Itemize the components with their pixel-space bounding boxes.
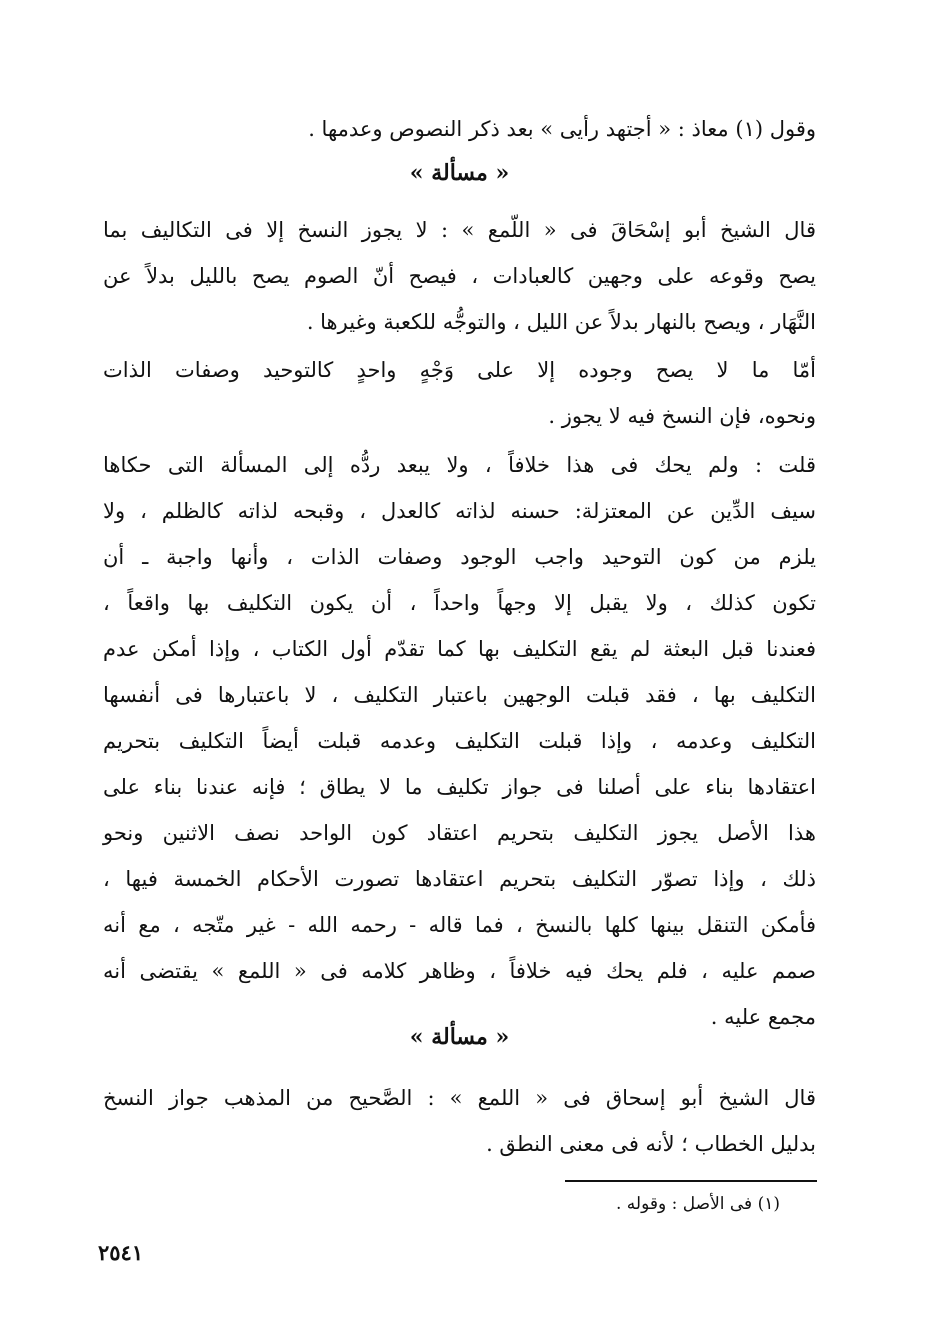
intro-line bbox=[103, 106, 816, 152]
text-line: سيف الدِّين عن المعتزلة: حسنه لذاته كالعدل ، وقبحه لذاته كالظلم ، ولا bbox=[103, 499, 816, 523]
text-line: بدليل الخطاب ؛ لأنه فى معنى النطق . bbox=[486, 1132, 816, 1156]
text-line: تكون كذلك ، ولا يقبل إلا وجهاً واحداً ، أن يكون التكليف بها واقعاً ، bbox=[103, 591, 816, 615]
section-heading: « مسألة » bbox=[409, 160, 510, 186]
text-line: قال الشيخ أبو إسْحَاقَ فى « اللّمع » : لا يجوز النسخ إلا فى التكاليف بما bbox=[103, 218, 816, 242]
text-line: يلزم من كون التوحيد واجب الوجود وصفات الذات ، وأنها واجبة ـ أن bbox=[103, 545, 816, 569]
text-line: مجمع عليه . bbox=[710, 1005, 816, 1029]
footnote-divider bbox=[565, 1180, 817, 1182]
text-line: هذا الأصل يجوز التكليف بتحريم اعتقاد كون الواحد نصف الاثنين ونحو bbox=[103, 821, 816, 845]
text-line: قال الشيخ أبو إسحاق فى « اللمع » : الصَّحيح من المذهب جواز النسخ bbox=[103, 1086, 816, 1110]
text-line: التكليف بها ، فقد قبلت الوجهين باعتبار التكليف ، لا باعتبارها فى أنفسها bbox=[103, 683, 816, 707]
text-line: اعتقادها بناء على أصلنا فى جواز تكليف ما لا يطاق ؛ فإنه عندنا بناء على bbox=[103, 775, 816, 799]
text-line: فعندنا قبل البعثة لم يقع التكليف بها كما تقدّم أول الكتاب ، وإذا أمكن عدم bbox=[103, 637, 816, 661]
text-line: النَّهَار ، ويصح بالنهار بدلاً عن الليل ، والتوجُّه للكعبة وغيرها . bbox=[306, 310, 816, 334]
page-number: ٢٥٤١ bbox=[98, 1240, 144, 1265]
footnote: (١) فى الأصل : وقوله . bbox=[616, 1194, 780, 1214]
paragraph-3 bbox=[103, 442, 816, 1040]
text-line: ذلك ، وإذا تصوّر التكليف بتحريم اعتقادها تصورت الأحكام الخمسة فيها ، bbox=[103, 867, 816, 891]
text-line: أمّا ما لا يصح وجوده إلا على وَجْهٍ واحدٍ كالتوحيد وصفات الذات bbox=[103, 358, 816, 382]
text-line: قلت : ولم يحك فى هذا خلافاً ، ولا يبعد ردُّه إلى المسألة التى حكاها bbox=[103, 453, 816, 477]
section-heading: « مسألة » bbox=[409, 1024, 510, 1050]
paragraph-1 bbox=[103, 207, 816, 345]
paragraph-4 bbox=[103, 1075, 816, 1167]
paragraph-2 bbox=[103, 347, 816, 439]
text-line: ونحوه، فإن النسخ فيه لا يجوز . bbox=[548, 404, 816, 428]
text-line: وقول (١) معاذ : « أجتهد رأيى » بعد ذكر النصوص وعدمها . bbox=[308, 117, 816, 141]
text-line: صمم عليه ، فلم يحك فيه خلافاً ، وظاهر كلامه فى « اللمع » يقتضى أنه bbox=[103, 959, 816, 983]
text-line: التكليف وعدمه ، وإذا قبلت التكليف وعدمه قبلت أيضاً التكليف بتحريم bbox=[103, 729, 816, 753]
text-line: يصح وقوعه على وجهين كالعبادات ، فيصح أنّ الصوم يصح بالليل بدلاً عن bbox=[103, 264, 816, 288]
text-line: فأمكن التنقل بينها كلها بالنسخ ، فما قاله - رحمه الله - غير متّجه ، مع أنه bbox=[103, 913, 816, 937]
